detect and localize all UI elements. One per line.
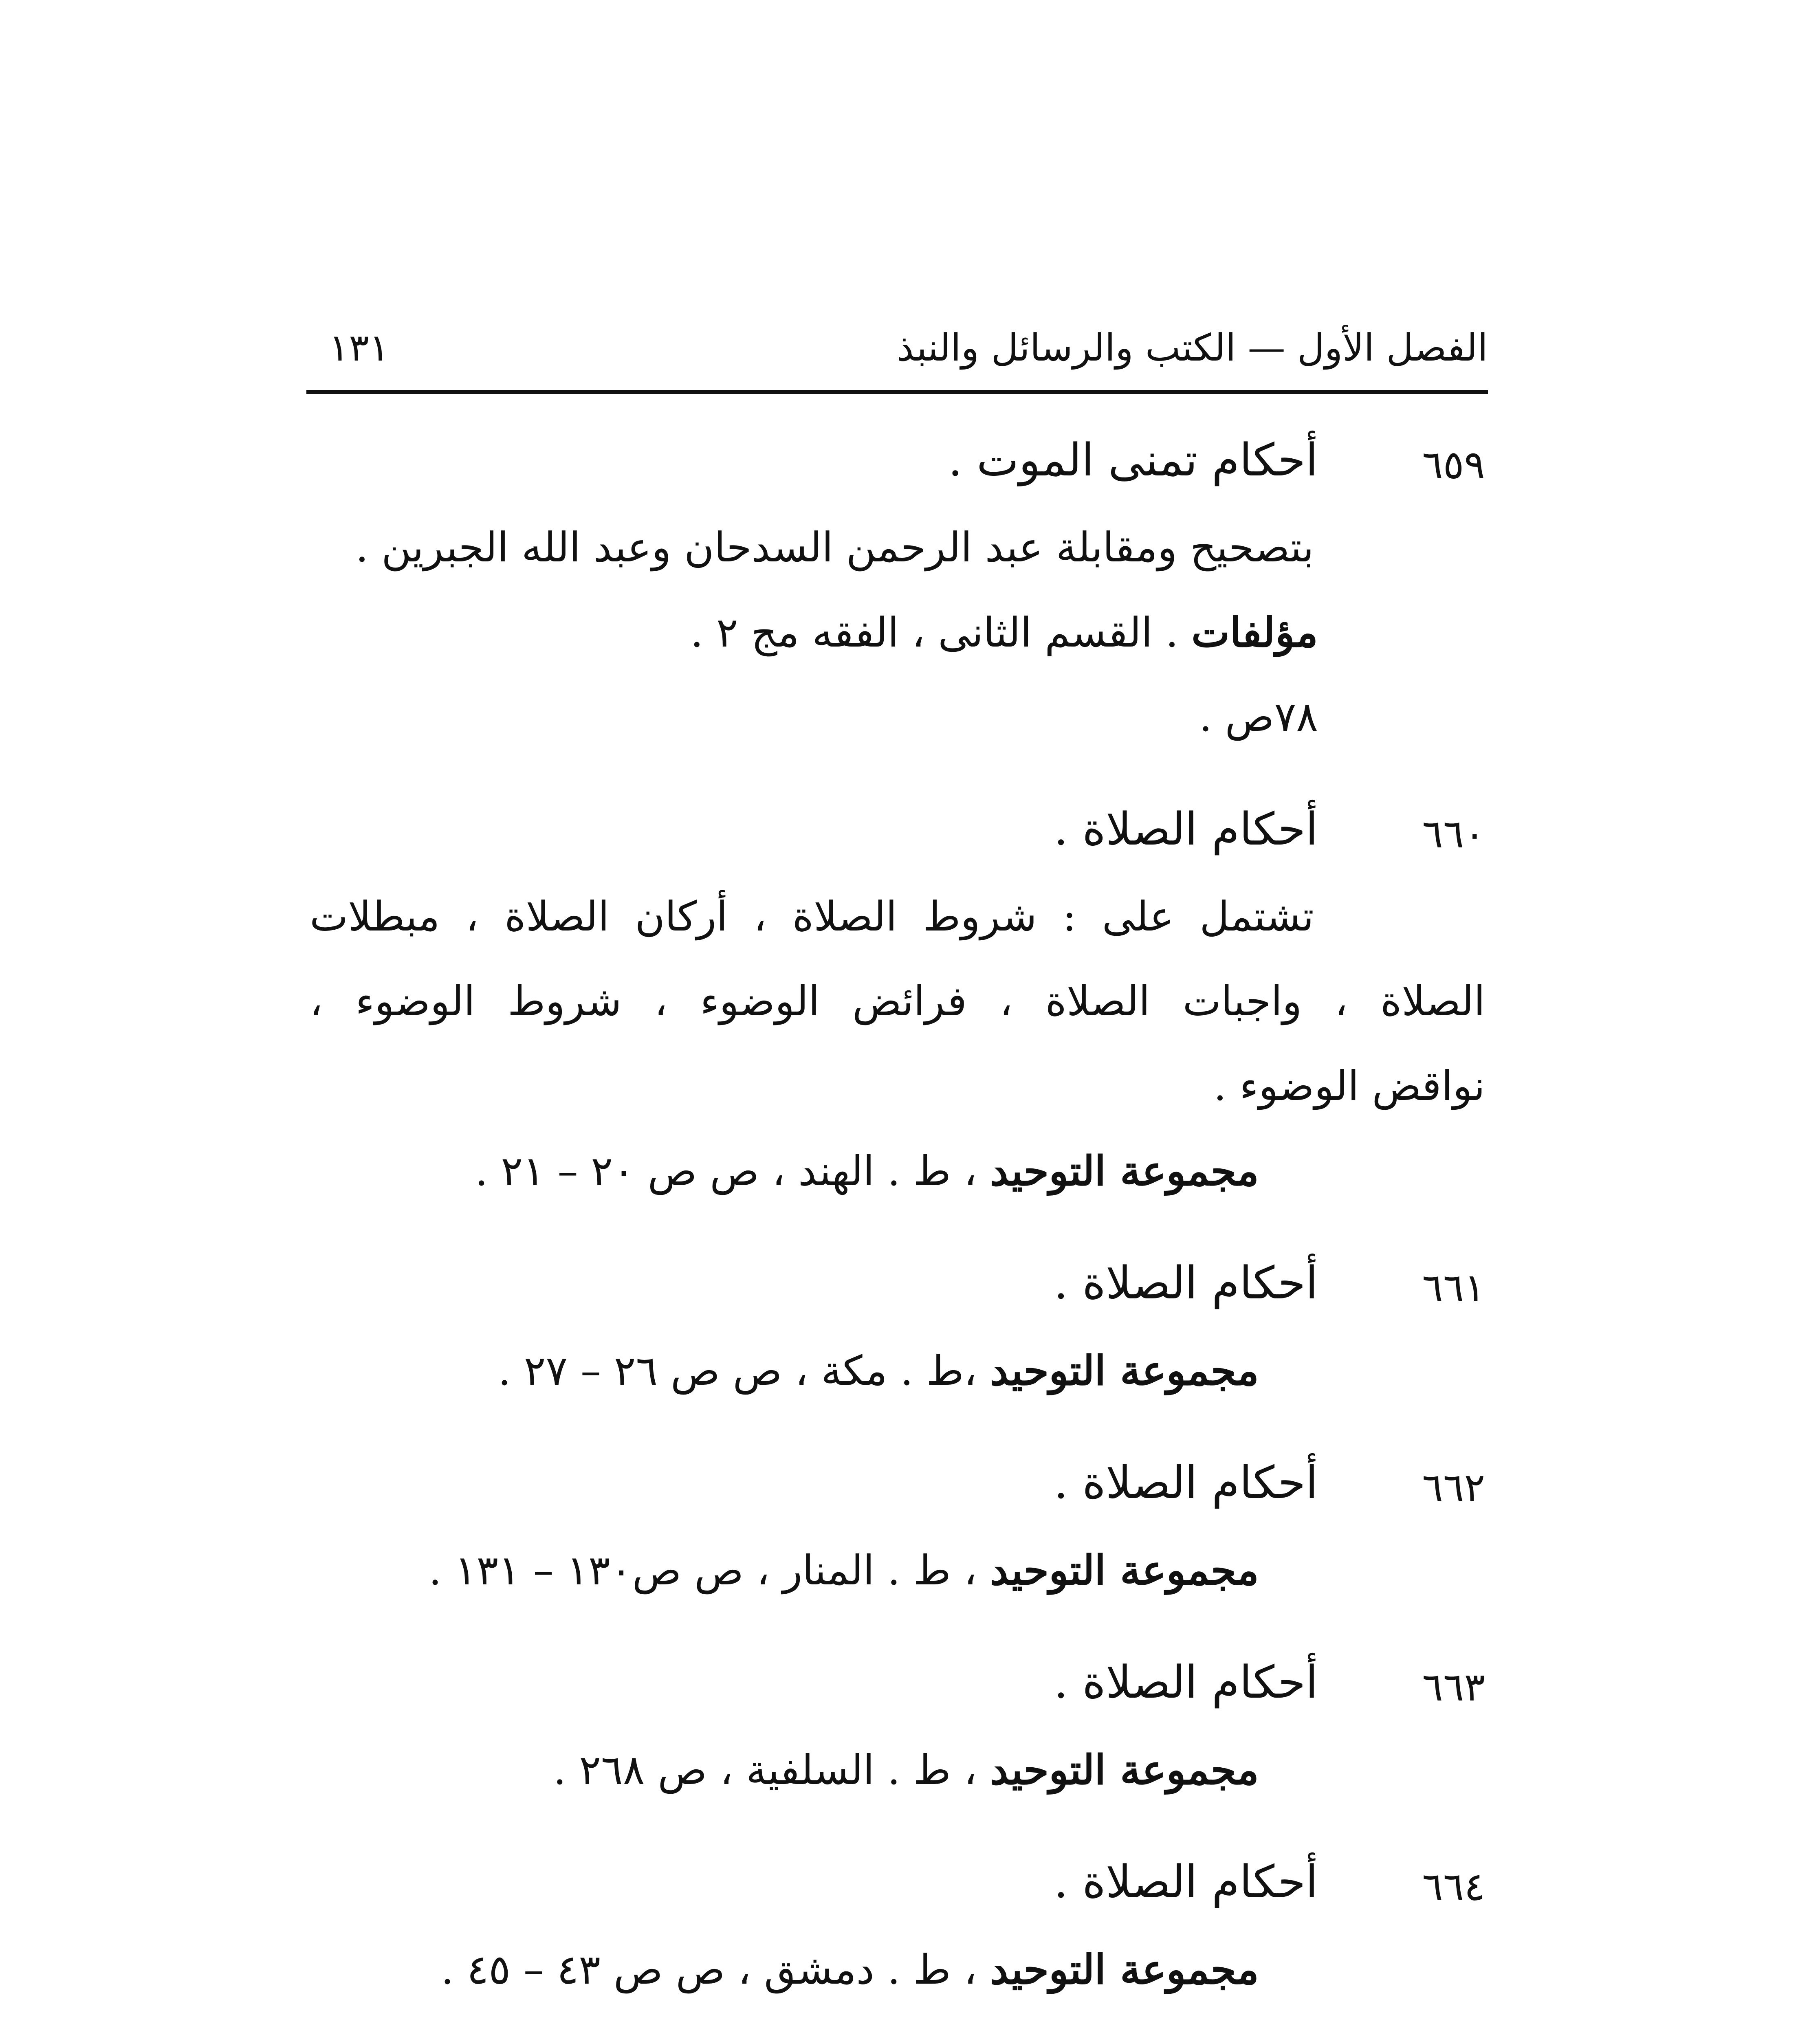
bibliography-list: [310, 420, 1485, 2037]
entry-line: [310, 1328, 1485, 1413]
entry-heading: [310, 1243, 1485, 1328]
entry-number: ٦٦١: [1422, 1265, 1485, 1311]
page-number: ١٣١: [329, 326, 390, 370]
entry-number: ٦٦٠: [1422, 811, 1485, 857]
bibliography-entry-662: [310, 1442, 1485, 1612]
source-title: مؤلفات: [1191, 608, 1318, 656]
source-title: مجموعة التوحيد: [990, 1546, 1259, 1594]
line-text: ، ط . دمشق ، ص ص ٤٣ – ٤٥ .: [441, 1946, 990, 1993]
entry-line: [310, 1528, 1485, 1612]
line-text: نواقض الوضوء .: [1213, 1062, 1485, 1110]
entry-heading: [310, 789, 1485, 874]
page-header: [306, 301, 1488, 391]
entry-title: أحكام الصلاة .: [1054, 1257, 1318, 1309]
entry-number: ٦٦٤: [1422, 1864, 1485, 1909]
line-text: الصلاة ، واجبات الصلاة ، فرائض الوضوء ، شروط الوضوء ،: [310, 977, 1485, 1025]
entry-line: [310, 1727, 1485, 1812]
bibliography-entry-661: [310, 1243, 1485, 1413]
line-text: ،ط . مكة ، ص ص ٢٦ – ٢٧ .: [498, 1347, 990, 1395]
entry-line: [310, 675, 1485, 759]
entry-number: ٦٥٩: [1422, 442, 1485, 488]
running-title: الفصل الأول — الكتب والرسائل والنبذ: [897, 326, 1488, 370]
bibliography-entry-660: [310, 789, 1485, 1213]
entry-line: [310, 874, 1485, 959]
bibliography-entry-659: [310, 420, 1485, 759]
source-title: مجموعة التوحيد: [990, 1945, 1259, 1993]
entry-heading: [310, 1442, 1485, 1528]
source-title: مجموعة التوحيد: [990, 1147, 1259, 1195]
entry-number: ٦٦٢: [1422, 1465, 1485, 1510]
line-text: ، ط . السلفية ، ص ٢٦٨ .: [553, 1746, 990, 1794]
line-text: تشتمل على : شروط الصلاة ، أركان الصلاة ، مبطلات: [310, 893, 1314, 940]
entry-line: [310, 505, 1485, 590]
line-text: . القسم الثانى ، الفقه مج ٢ .: [690, 609, 1192, 656]
entry-heading: [310, 420, 1485, 505]
entry-title: أحكام الصلاة .: [1054, 803, 1318, 855]
entry-line: [310, 1927, 1485, 2012]
entry-line: [310, 590, 1485, 675]
source-title: مجموعة التوحيد: [990, 1346, 1259, 1395]
page-count: ٧٨ص .: [1199, 693, 1318, 741]
entry-line: [310, 959, 1485, 1044]
entry-title: أحكام تمنى الموت .: [948, 434, 1318, 486]
entry-number: ٦٦٣: [1422, 1664, 1485, 1710]
header-divider: [306, 390, 1488, 394]
line-text: ، ط . الهند ، ص ص ٢٠ – ٢١ .: [475, 1147, 990, 1195]
entry-heading: [310, 1841, 1485, 1927]
line-text: بتصحيح ومقابلة عبد الرحمن السدحان وعبد الله الجبرين .: [355, 524, 1314, 571]
entry-line: [310, 1044, 1485, 1128]
entry-title: أحكام الصلاة .: [1054, 1456, 1318, 1509]
entry-title: أحكام الصلاة .: [1054, 1656, 1318, 1708]
source-title: مجموعة التوحيد: [990, 1746, 1259, 1794]
entry-heading: [310, 1642, 1485, 1727]
entry-title: أحكام الصلاة .: [1054, 1856, 1318, 1908]
line-text: ، ط . المنار ، ص ص١٣٠ – ١٣١ .: [429, 1546, 990, 1594]
entry-line: [310, 1128, 1485, 1213]
bibliography-entry-664: [310, 1841, 1485, 2012]
bibliography-entry-663: [310, 1642, 1485, 1812]
